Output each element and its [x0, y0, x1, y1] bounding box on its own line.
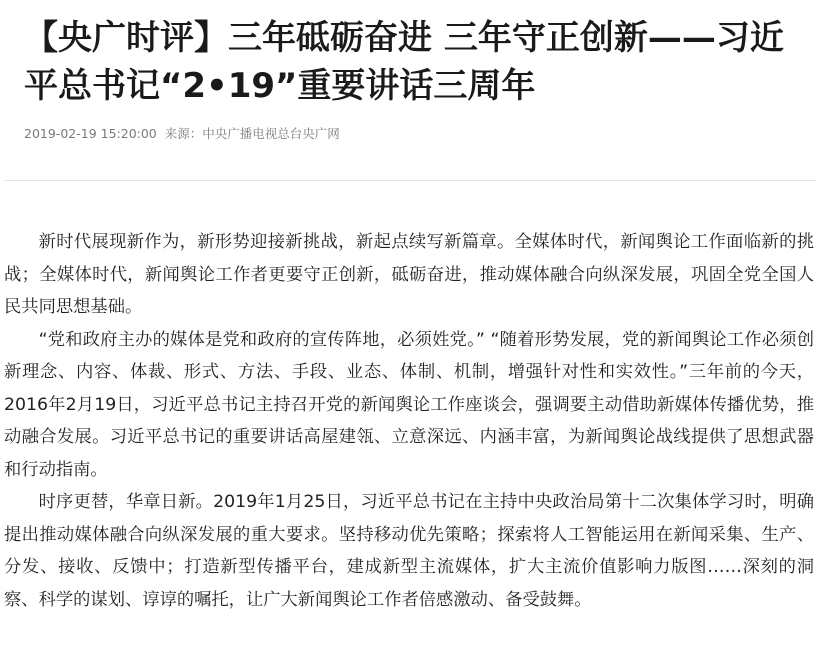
- paragraph: 新时代展现新作为，新形势迎接新挑战，新起点续写新篇章。全媒体时代，新闻舆论工作面临新的挑战；全媒体时代，新闻舆论工作者更要守正创新，砥砺奋进，推动媒体融合向纵深发展，巩固全党全国人民共同思想基础。: [4, 232, 814, 317]
- article-source: 来源：中央广播电视总台央广网: [164, 126, 340, 141]
- article-body: [4, 226, 814, 616]
- publish-datetime: 2019-02-19 15:20:00: [24, 126, 157, 141]
- article-meta: [24, 124, 340, 142]
- article-title: 【央广时评】三年砥砺奋进 三年守正创新——习近平总书记“2•19”重要讲话三周年: [24, 18, 784, 106]
- paragraph: 时序更替，华章日新。2019年1月25日，习近平总书记在主持中央政治局第十二次集体学习时，明确提出推动媒体融合向纵深发展的重大要求。坚持移动优先策略；探索将人工智能运用在新闻采集、生产、分发、接收、反馈中；打造新型传播平台，建成新型主流媒体，扩大主流价值影响力版图……深刻的洞察、科学的谋划、谆谆的嘱托，让广大新闻舆论工作者倍感激动、备受鼓舞。: [4, 492, 814, 610]
- header-divider: [4, 180, 817, 181]
- paragraph: “党和政府主办的媒体是党和政府的宣传阵地，必须姓党。” “随着形势发展，党的新闻舆论工作必须创新理念、内容、体裁、形式、方法、手段、业态、体制、机制，增强针对性和实效性。”三年前的今天，2016年2月19日，习近平总书记主持召开党的新闻舆论工作座谈会，强调要主动借助新媒体传播优势，推动融合发展。习近平总书记的重要讲话高屋建瓴、立意深远、内涵丰富，为新闻舆论战线提供了思想武器和行动指南。: [4, 329, 814, 480]
